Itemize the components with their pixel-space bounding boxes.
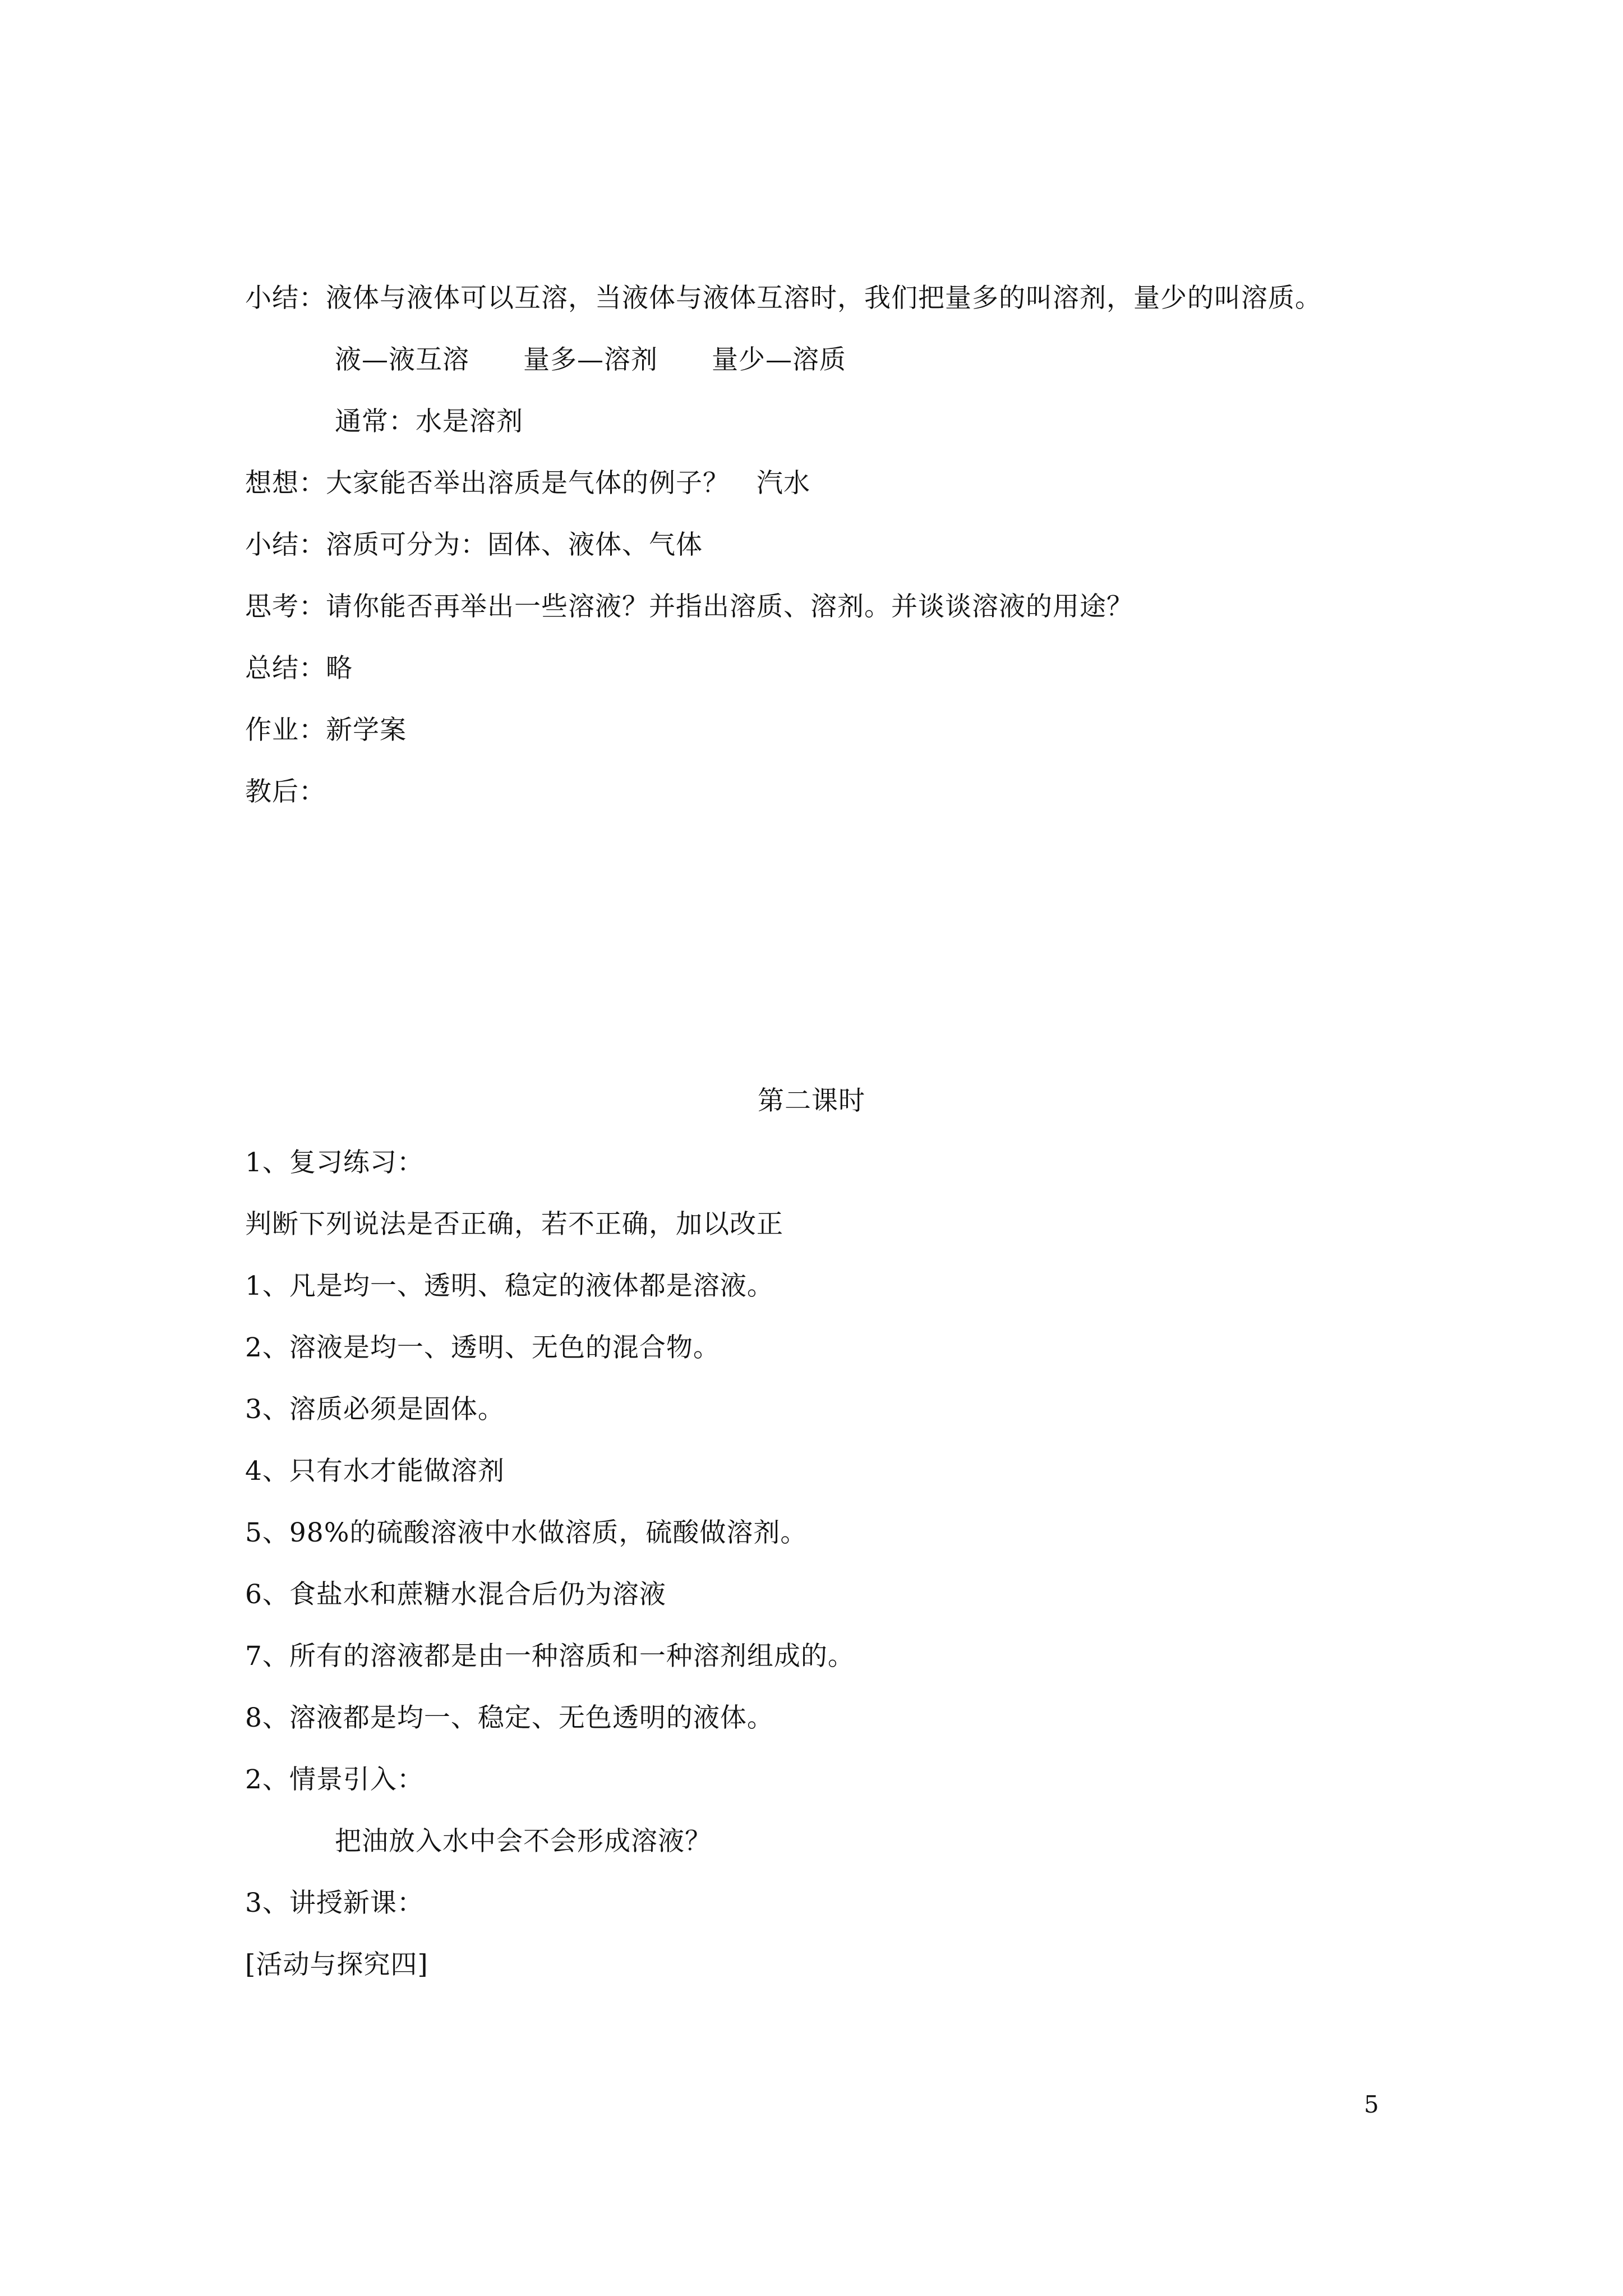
conclusion-line: 总结：略 xyxy=(245,653,353,684)
list-item: 6、食盐水和蔗糖水混合后仍为溶液 xyxy=(245,1579,666,1610)
summary-solute-types: 小结：溶质可分为：固体、液体、气体 xyxy=(245,530,703,560)
list-item: 8、溶液都是均一、稳定、无色透明的液体。 xyxy=(245,1703,774,1733)
list-item: 7、所有的溶液都是由一种溶质和一种溶剂组成的。 xyxy=(245,1641,855,1672)
list-item: 1、凡是均一、透明、稳定的液体都是溶液。 xyxy=(245,1271,774,1301)
water-solvent-note: 通常：水是溶剂 xyxy=(335,406,523,437)
question-examples: 思考：请你能否再举出一些溶液？并指出溶质、溶剂。并谈谈溶液的用途？ xyxy=(245,591,1133,622)
liquid-liquid-note: 液—液互溶 量多—溶剂 量少—溶质 xyxy=(335,344,846,375)
activity-label: [活动与探究四] xyxy=(245,1949,428,1980)
judge-instruction: 判断下列说法是否正确，若不正确，加以改正 xyxy=(245,1209,783,1240)
scenario-intro-heading: 2、情景引入： xyxy=(245,1764,424,1795)
summary-liquid-liquid: 小结：液体与液体可以互溶，当液体与液体互溶时，我们把量多的叫溶剂，量少的叫溶质。 xyxy=(245,283,1322,314)
think-gas-solute: 想想：大家能否举出溶质是气体的例子？ 汽水 xyxy=(245,468,810,499)
homework-line: 作业：新学案 xyxy=(245,715,407,746)
scenario-question: 把油放入水中会不会形成溶液？ xyxy=(335,1826,712,1857)
list-item: 2、溶液是均一、透明、无色的混合物。 xyxy=(245,1332,720,1363)
after-class-line: 教后： xyxy=(245,776,326,807)
page-number: 5 xyxy=(1364,2091,1379,2118)
new-lesson-heading: 3、讲授新课： xyxy=(245,1888,424,1918)
list-item: 3、溶质必须是固体。 xyxy=(245,1394,505,1425)
lesson-heading: 第二课时 xyxy=(758,1085,865,1116)
review-practice-heading: 1、复习练习： xyxy=(245,1147,424,1178)
list-item: 4、只有水才能做溶剂 xyxy=(245,1456,505,1487)
list-item: 5、98%的硫酸溶液中水做溶质，硫酸做溶剂。 xyxy=(245,1517,808,1548)
